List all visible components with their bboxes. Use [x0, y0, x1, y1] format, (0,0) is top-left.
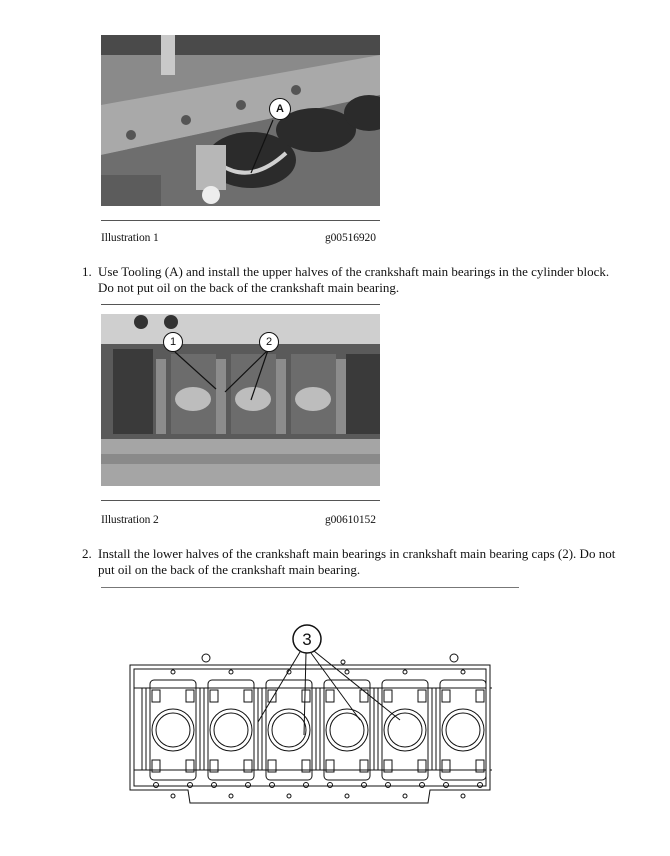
step-1-text: Use Tooling (A) and install the upper halves of the crankshaft main bearings in the cylinder block. Do not put oil on the back of the crankshaft main bearing.	[98, 264, 610, 295]
bearing-cap-2	[208, 670, 254, 798]
bearing-cap-6	[440, 670, 486, 798]
bearing-cap-4	[324, 670, 370, 798]
callout-2	[259, 332, 279, 352]
block-web-2	[200, 688, 204, 770]
callout-1	[163, 332, 183, 352]
engine-block-bearing-caps-image	[101, 314, 380, 486]
bearing-caps-line-drawing	[128, 620, 492, 808]
callout-2-label: 2	[265, 336, 273, 348]
callout-1-label: 1	[169, 336, 177, 348]
step-1-number: 1.	[82, 264, 92, 279]
bearing-cap-5	[382, 670, 428, 798]
block-web-4	[316, 688, 320, 770]
illustration-2-photo	[101, 314, 380, 486]
illustration-1-id: g00516920	[325, 232, 376, 244]
block-web-1	[142, 688, 146, 770]
figure-1-rule	[101, 220, 380, 221]
step-2-number: 2.	[82, 546, 92, 561]
step-1	[82, 264, 622, 296]
illustration-2-label: Illustration 2	[101, 514, 159, 526]
engine-block-upper-bearings-image	[101, 35, 380, 206]
illustration-1-label: Illustration 1	[101, 232, 159, 244]
illustration-1-photo	[101, 35, 380, 206]
callout-a-label: A	[276, 103, 284, 115]
bearing-cap-1	[150, 670, 196, 798]
illustration-3-drawing	[128, 620, 492, 808]
callout-3-label: 3	[302, 630, 312, 649]
figure-2-rule	[101, 500, 380, 501]
step-2-text: Install the lower halves of the crankshaft main bearings in crankshaft main bearing caps (2). Do not put oil on the back of the crankshaft main bearing.	[98, 546, 616, 577]
figure-2-top-rule	[101, 304, 380, 305]
block-web-3	[258, 688, 262, 770]
block-web-7	[490, 688, 492, 770]
step-2	[82, 546, 622, 578]
block-web-6	[432, 688, 436, 770]
figure-3-top-rule	[101, 587, 519, 588]
illustration-2-id: g00610152	[325, 514, 376, 526]
callout-a	[269, 98, 291, 120]
